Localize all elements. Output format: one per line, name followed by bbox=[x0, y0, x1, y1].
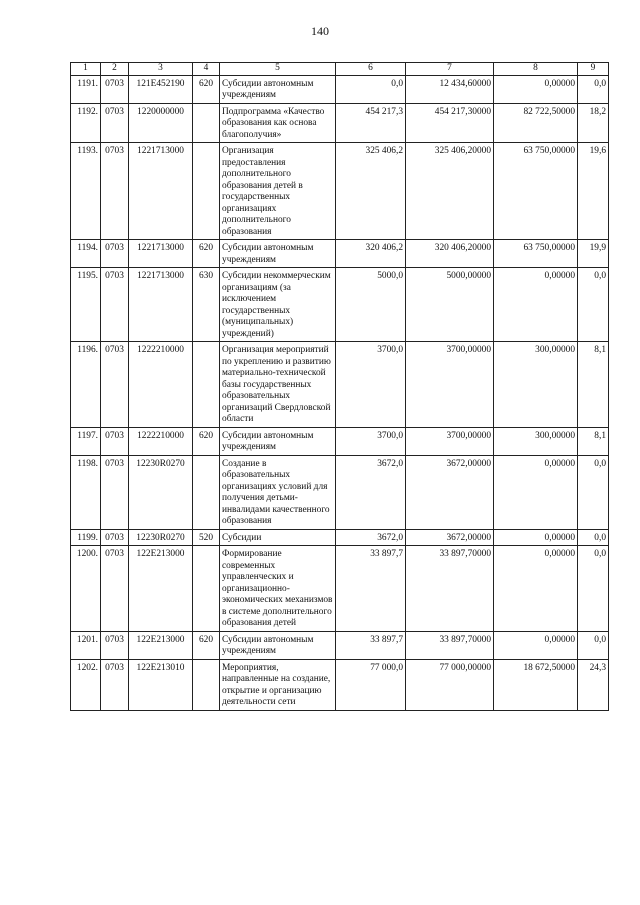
section-code-cell: 0703 bbox=[101, 103, 129, 143]
target-article-code-cell: 1220000000 bbox=[129, 103, 193, 143]
page-number: 140 bbox=[311, 24, 329, 38]
item-name-cell: Субсидии автономным учреждениям bbox=[220, 427, 336, 455]
table-row bbox=[71, 268, 609, 342]
item-name-cell: Субсидии автономным учреждениям bbox=[220, 240, 336, 268]
table-row bbox=[71, 240, 609, 268]
item-name-cell: Субсидии bbox=[220, 529, 336, 546]
column-header: 2 bbox=[101, 63, 129, 76]
section-code-cell: 0703 bbox=[101, 75, 129, 103]
table-row bbox=[71, 455, 609, 529]
execution-percent-cell: 24,3 bbox=[578, 659, 609, 710]
table-row bbox=[71, 529, 609, 546]
executed-amount-cell: 82 722,50000 bbox=[494, 103, 578, 143]
section-code-cell: 0703 bbox=[101, 240, 129, 268]
section-code-cell: 0703 bbox=[101, 546, 129, 632]
item-name-cell: Субсидии некоммерческим организациям (за исключением государственных (муниципальных) учреждений) bbox=[220, 268, 336, 342]
section-code-cell: 0703 bbox=[101, 268, 129, 342]
column-header: 8 bbox=[494, 63, 578, 76]
planned-amount-cell: 77 000,0 bbox=[336, 659, 406, 710]
execution-percent-cell: 0,0 bbox=[578, 455, 609, 529]
table-row bbox=[71, 546, 609, 632]
expense-type-code-cell bbox=[193, 342, 220, 428]
executed-amount-cell: 300,00000 bbox=[494, 427, 578, 455]
row-number-cell: 1202. bbox=[71, 659, 101, 710]
target-article-code-cell: 122E213000 bbox=[129, 631, 193, 659]
section-code-cell: 0703 bbox=[101, 631, 129, 659]
budget-amount-cell: 320 406,20000 bbox=[406, 240, 494, 268]
item-name-cell: Подпрограмма «Качество образования как основа благополучия» bbox=[220, 103, 336, 143]
column-header: 1 bbox=[71, 63, 101, 76]
execution-percent-cell: 0,0 bbox=[578, 75, 609, 103]
budget-amount-cell: 77 000,00000 bbox=[406, 659, 494, 710]
target-article-code-cell: 122E213000 bbox=[129, 546, 193, 632]
table-body bbox=[71, 75, 609, 710]
row-number-cell: 1191. bbox=[71, 75, 101, 103]
section-code-cell: 0703 bbox=[101, 455, 129, 529]
row-number-cell: 1199. bbox=[71, 529, 101, 546]
expense-type-code-cell bbox=[193, 659, 220, 710]
expense-type-code-cell bbox=[193, 546, 220, 632]
target-article-code-cell: 1221713000 bbox=[129, 240, 193, 268]
item-name-cell: Мероприятия, направленные на создание, открытие и организацию деятельности сети bbox=[220, 659, 336, 710]
planned-amount-cell: 3672,0 bbox=[336, 455, 406, 529]
executed-amount-cell: 0,00000 bbox=[494, 268, 578, 342]
budget-table bbox=[70, 62, 609, 711]
table-row bbox=[71, 103, 609, 143]
budget-amount-cell: 454 217,30000 bbox=[406, 103, 494, 143]
target-article-code-cell: 1222210000 bbox=[129, 342, 193, 428]
budget-amount-cell: 3672,00000 bbox=[406, 529, 494, 546]
column-header: 9 bbox=[578, 63, 609, 76]
table-row bbox=[71, 659, 609, 710]
budget-amount-cell: 5000,00000 bbox=[406, 268, 494, 342]
planned-amount-cell: 320 406,2 bbox=[336, 240, 406, 268]
planned-amount-cell: 3700,0 bbox=[336, 427, 406, 455]
table-header-row bbox=[71, 63, 609, 76]
row-number-cell: 1193. bbox=[71, 143, 101, 240]
expense-type-code-cell: 520 bbox=[193, 529, 220, 546]
row-number-cell: 1197. bbox=[71, 427, 101, 455]
executed-amount-cell: 63 750,00000 bbox=[494, 240, 578, 268]
item-name-cell: Организация мероприятий по укреплению и развитию материально-технической базы государственных образовательных организаций Свердловской области bbox=[220, 342, 336, 428]
planned-amount-cell: 454 217,3 bbox=[336, 103, 406, 143]
execution-percent-cell: 0,0 bbox=[578, 546, 609, 632]
budget-amount-cell: 33 897,70000 bbox=[406, 631, 494, 659]
target-article-code-cell: 1221713000 bbox=[129, 268, 193, 342]
planned-amount-cell: 5000,0 bbox=[336, 268, 406, 342]
item-name-cell: Формирование современных управленческих и организационно-экономических механизмов в системе дополнительного образования детей bbox=[220, 546, 336, 632]
target-article-code-cell: 122E213010 bbox=[129, 659, 193, 710]
column-header: 6 bbox=[336, 63, 406, 76]
expense-type-code-cell: 620 bbox=[193, 427, 220, 455]
section-code-cell: 0703 bbox=[101, 529, 129, 546]
expense-type-code-cell bbox=[193, 143, 220, 240]
column-header: 3 bbox=[129, 63, 193, 76]
item-name-cell: Организация предоставления дополнительного образования детей в государственных организациях дополнительного образования bbox=[220, 143, 336, 240]
table-row bbox=[71, 631, 609, 659]
item-name-cell: Субсидии автономным учреждениям bbox=[220, 75, 336, 103]
execution-percent-cell: 8,1 bbox=[578, 427, 609, 455]
budget-amount-cell: 12 434,60000 bbox=[406, 75, 494, 103]
budget-amount-cell: 325 406,20000 bbox=[406, 143, 494, 240]
budget-amount-cell: 3672,00000 bbox=[406, 455, 494, 529]
column-header: 7 bbox=[406, 63, 494, 76]
expense-type-code-cell: 620 bbox=[193, 240, 220, 268]
table-row bbox=[71, 427, 609, 455]
expense-type-code-cell bbox=[193, 455, 220, 529]
planned-amount-cell: 3672,0 bbox=[336, 529, 406, 546]
executed-amount-cell: 300,00000 bbox=[494, 342, 578, 428]
row-number-cell: 1201. bbox=[71, 631, 101, 659]
execution-percent-cell: 19,9 bbox=[578, 240, 609, 268]
target-article-code-cell: 12230R0270 bbox=[129, 455, 193, 529]
target-article-code-cell: 121E452190 bbox=[129, 75, 193, 103]
planned-amount-cell: 3700,0 bbox=[336, 342, 406, 428]
row-number-cell: 1194. bbox=[71, 240, 101, 268]
column-header: 5 bbox=[220, 63, 336, 76]
planned-amount-cell: 33 897,7 bbox=[336, 631, 406, 659]
target-article-code-cell: 1222210000 bbox=[129, 427, 193, 455]
table-row bbox=[71, 75, 609, 103]
budget-amount-cell: 3700,00000 bbox=[406, 427, 494, 455]
executed-amount-cell: 0,00000 bbox=[494, 455, 578, 529]
target-article-code-cell: 12230R0270 bbox=[129, 529, 193, 546]
executed-amount-cell: 0,00000 bbox=[494, 546, 578, 632]
row-number-cell: 1198. bbox=[71, 455, 101, 529]
executed-amount-cell: 18 672,50000 bbox=[494, 659, 578, 710]
section-code-cell: 0703 bbox=[101, 143, 129, 240]
target-article-code-cell: 1221713000 bbox=[129, 143, 193, 240]
section-code-cell: 0703 bbox=[101, 342, 129, 428]
expense-type-code-cell: 620 bbox=[193, 631, 220, 659]
section-code-cell: 0703 bbox=[101, 659, 129, 710]
row-number-cell: 1192. bbox=[71, 103, 101, 143]
item-name-cell: Создание в образовательных организациях условий для получения детьми-инвалидами качественного образования bbox=[220, 455, 336, 529]
executed-amount-cell: 63 750,00000 bbox=[494, 143, 578, 240]
table-row bbox=[71, 143, 609, 240]
planned-amount-cell: 33 897,7 bbox=[336, 546, 406, 632]
expense-type-code-cell: 630 bbox=[193, 268, 220, 342]
item-name-cell: Субсидии автономным учреждениям bbox=[220, 631, 336, 659]
execution-percent-cell: 0,0 bbox=[578, 268, 609, 342]
section-code-cell: 0703 bbox=[101, 427, 129, 455]
executed-amount-cell: 0,00000 bbox=[494, 529, 578, 546]
execution-percent-cell: 8,1 bbox=[578, 342, 609, 428]
planned-amount-cell: 325 406,2 bbox=[336, 143, 406, 240]
expense-type-code-cell bbox=[193, 103, 220, 143]
executed-amount-cell: 0,00000 bbox=[494, 631, 578, 659]
execution-percent-cell: 19,6 bbox=[578, 143, 609, 240]
executed-amount-cell: 0,00000 bbox=[494, 75, 578, 103]
row-number-cell: 1195. bbox=[71, 268, 101, 342]
table-row bbox=[71, 342, 609, 428]
row-number-cell: 1196. bbox=[71, 342, 101, 428]
execution-percent-cell: 0,0 bbox=[578, 631, 609, 659]
execution-percent-cell: 0,0 bbox=[578, 529, 609, 546]
execution-percent-cell: 18,2 bbox=[578, 103, 609, 143]
planned-amount-cell: 0,0 bbox=[336, 75, 406, 103]
expense-type-code-cell: 620 bbox=[193, 75, 220, 103]
column-header: 4 bbox=[193, 63, 220, 76]
budget-amount-cell: 3700,00000 bbox=[406, 342, 494, 428]
row-number-cell: 1200. bbox=[71, 546, 101, 632]
budget-amount-cell: 33 897,70000 bbox=[406, 546, 494, 632]
